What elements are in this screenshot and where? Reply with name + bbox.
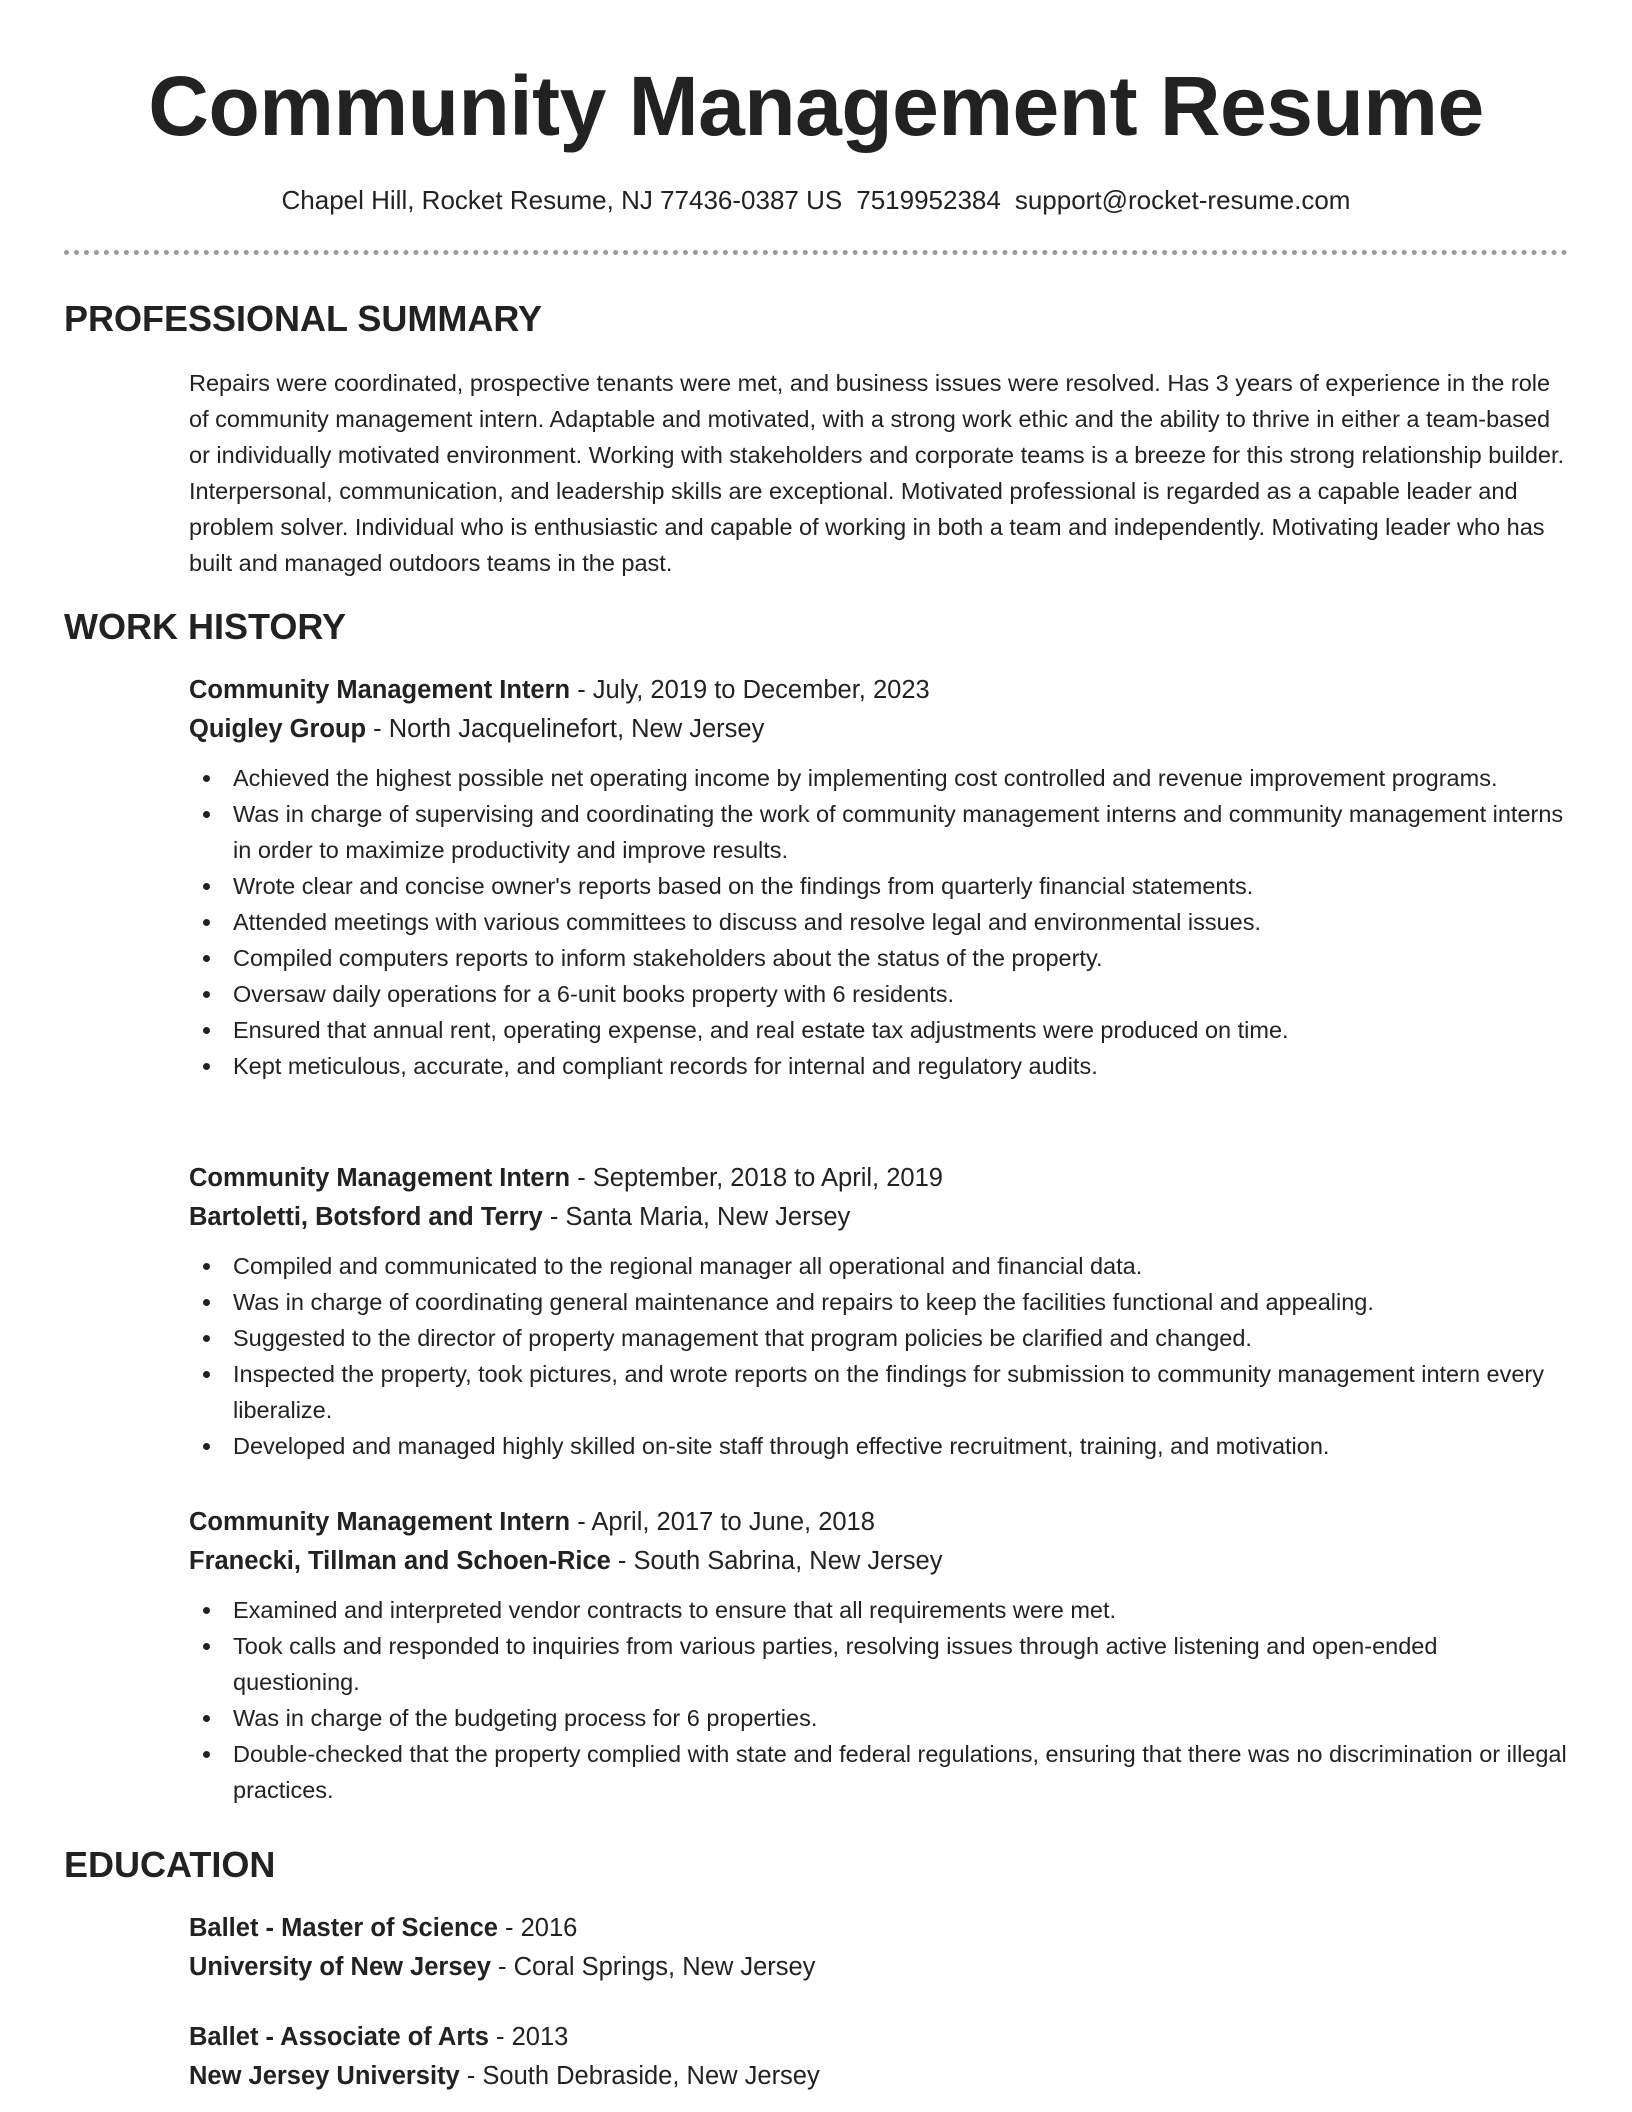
education-location: - South Debraside, New Jersey [459, 2062, 820, 2090]
education-entry [189, 1909, 1569, 1987]
job-dates: - July, 2019 to December, 2023 [570, 676, 930, 704]
job-title: Community Management Intern [189, 1164, 571, 1192]
job-location: - Santa Maria, New Jersey [542, 1203, 851, 1231]
job-bullet: Inspected the property, took pictures, and wrote reports on the findings for submission to community management intern every liberalize. [233, 1356, 1569, 1428]
job-bullets [189, 1592, 1569, 1808]
section-heading-education: EDUCATION [64, 1844, 276, 1885]
job-company: Quigley Group [189, 715, 367, 743]
job-company-line [189, 1198, 1569, 1237]
job-bullet: Ensured that annual rent, operating expense, and real estate tax adjustments were produced on time. [233, 1012, 1569, 1048]
job-location: - South Sabrina, New Jersey [610, 1547, 943, 1575]
education-school: University of New Jersey [189, 1953, 491, 1981]
job-bullet: Suggested to the director of property management that program policies be clarified and changed. [233, 1320, 1569, 1356]
section-heading-work-history: WORK HISTORY [64, 606, 347, 647]
job-bullet: Took calls and responded to inquiries from various parties, resolving issues through active listening and open-ended questioning. [233, 1628, 1569, 1700]
education-degree: Ballet - Associate of Arts [189, 2023, 489, 2051]
job-bullet: Kept meticulous, accurate, and compliant records for internal and regulatory audits. [233, 1048, 1569, 1084]
job-company-line [189, 710, 1569, 749]
job-location: - North Jacquelinefort, New Jersey [366, 715, 765, 743]
education-year: - 2016 [497, 1914, 578, 1942]
job-title: Community Management Intern [189, 676, 571, 704]
contact-phone: 7519952384 [856, 185, 1001, 215]
job-bullet: Was in charge of coordinating general maintenance and repairs to keep the facilities functional and appealing. [233, 1284, 1569, 1320]
job-title-line [189, 1159, 1569, 1198]
education-year: - 2013 [488, 2023, 569, 2051]
job-bullets [189, 760, 1569, 1084]
job-bullet: Achieved the highest possible net operating income by implementing cost controlled and revenue improvement programs. [233, 760, 1569, 796]
job-company: Franecki, Tillman and Schoen-Rice [189, 1547, 611, 1575]
header-divider [64, 250, 1568, 255]
job-bullets [189, 1248, 1569, 1464]
job-bullet: Was in charge of supervising and coordinating the work of community management interns and community management interns in order to maximize productivity and improve results. [233, 796, 1569, 868]
job-entry [189, 1503, 1569, 1808]
job-bullet: Developed and managed highly skilled on-site staff through effective recruitment, training, and motivation. [233, 1428, 1569, 1464]
education-school-line [189, 2057, 1569, 2096]
education-degree-line [189, 2018, 1569, 2057]
job-dates: - September, 2018 to April, 2019 [570, 1164, 943, 1192]
job-bullet: Examined and interpreted vendor contracts to ensure that all requirements were met. [233, 1592, 1569, 1628]
job-title-line [189, 671, 1569, 710]
education-location: - Coral Springs, New Jersey [490, 1953, 816, 1981]
contact-address: Chapel Hill, Rocket Resume, NJ 77436-0387 US [281, 185, 843, 215]
education-degree-line [189, 1909, 1569, 1948]
education-school-line [189, 1948, 1569, 1987]
job-title: Community Management Intern [189, 1508, 571, 1536]
education-degree: Ballet - Master of Science [189, 1914, 498, 1942]
job-company: Bartoletti, Botsford and Terry [189, 1203, 543, 1231]
job-bullet: Double-checked that the property complied with state and federal regulations, ensuring that there was no discrimination or illegal practices. [233, 1736, 1569, 1808]
job-entry [189, 671, 1569, 1084]
section-heading-summary: PROFESSIONAL SUMMARY [64, 298, 543, 339]
resume-title: Community Management Resume [148, 59, 1484, 153]
education-entry [189, 2018, 1569, 2096]
job-bullet: Attended meetings with various committees to discuss and resolve legal and environmental issues. [233, 904, 1569, 940]
job-bullet: Was in charge of the budgeting process for 6 properties. [233, 1700, 1569, 1736]
contact-email: support@rocket-resume.com [1014, 185, 1351, 215]
education-school: New Jersey University [189, 2062, 460, 2090]
job-company-line [189, 1542, 1569, 1581]
job-bullet: Oversaw daily operations for a 6-unit books property with 6 residents. [233, 976, 1569, 1012]
job-bullet: Compiled computers reports to inform stakeholders about the status of the property. [233, 940, 1569, 976]
job-entry [189, 1159, 1569, 1464]
job-bullet: Compiled and communicated to the regional manager all operational and financial data. [233, 1248, 1569, 1284]
contact-line [0, 182, 1632, 218]
summary-text: Repairs were coordinated, prospective tenants were met, and business issues were resolved. Has 3 years of experience in the role of community management intern. Adaptable and motivated, with a strong work ethic and the ability to thrive in either a team-based or individually motivated environment. Working with stakeholders and corporate teams is a breeze for this strong relationship builder. Interpersonal, communication, and leadership skills are exceptional. Motivated professional is regarded as a capable leader and problem solver. Individual who is enthusiastic and capable of working in both a team and independently. Motivating leader who has built and managed outdoors teams in the past. [189, 370, 1565, 576]
job-bullet: Wrote clear and concise owner's reports based on the findings from quarterly financial statements. [233, 868, 1569, 904]
job-dates: - April, 2017 to June, 2018 [570, 1508, 875, 1536]
job-title-line [189, 1503, 1569, 1542]
